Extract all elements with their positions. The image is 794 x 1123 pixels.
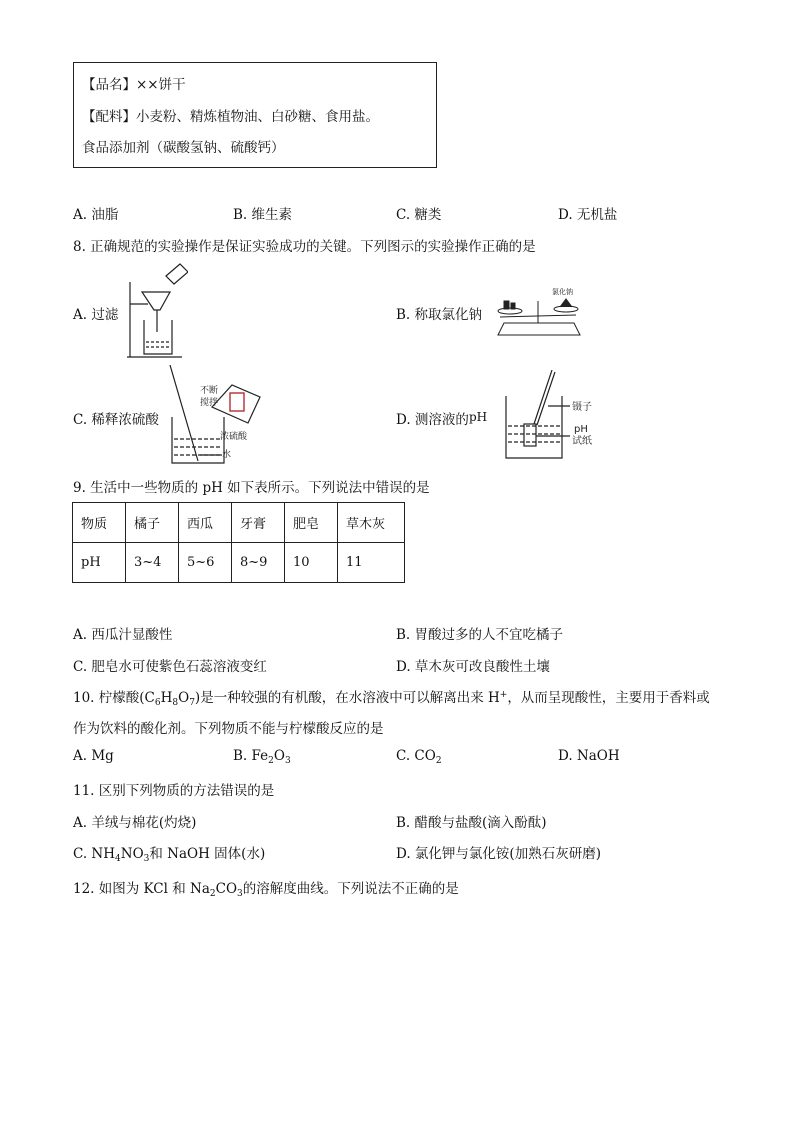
dilution-figure [160, 365, 270, 465]
food-label-box [73, 62, 437, 168]
table-cell: 牙膏 [232, 503, 285, 543]
dilution-label-stir2: 搅拌 [200, 398, 219, 408]
ph-label-paper: 试纸 [572, 436, 592, 447]
table-cell: 物质 [73, 503, 126, 543]
table-cell: pH [73, 543, 126, 583]
ph-label-tweezers: 镊子 [572, 402, 592, 413]
q10-option-c[interactable]: C. $CO_2$ [396, 748, 442, 766]
dilution-label-water: 水 [222, 450, 232, 460]
q9-option-b[interactable]: B. 胃酸过多的人不宜吃橘子 [396, 627, 564, 643]
q10-option-a[interactable]: A. Mg [73, 748, 114, 764]
table-cell: 3~4 [126, 543, 179, 583]
q11-option-d[interactable]: D. 氯化钾与氯化铵(加熟石灰研磨) [396, 846, 601, 862]
q11-option-b[interactable]: B. 醋酸与盐酸(滴入酚酞) [396, 815, 547, 831]
label-name-line: 【品名】××饼干 [82, 77, 186, 93]
q11-stem: 11. 区别下列物质的方法错误的是 [73, 783, 275, 799]
ph-table [72, 502, 405, 583]
q11-option-a[interactable]: A. 羊绒与棉花(灼烧) [73, 815, 197, 831]
q7-option-c[interactable]: C. 糖类 [396, 207, 442, 223]
balance-label: 氯化钠 [552, 288, 573, 296]
table-cell: 8~9 [232, 543, 285, 583]
q10-stem-line2: 作为饮料的酸化剂。下列物质不能与柠檬酸反应的是 [73, 721, 384, 737]
table-cell: 11 [338, 543, 405, 583]
q9-option-c[interactable]: C. 肥皂水可使紫色石蕊溶液变红 [73, 659, 267, 675]
q8-stem: 8. 正确规范的实验操作是保证实验成功的关键。下列图示的实验操作正确的是 [73, 239, 536, 255]
table-cell: 西瓜 [179, 503, 232, 543]
q7-option-b[interactable]: B. 维生素 [233, 207, 293, 223]
q11-option-c[interactable]: C. $NH_4NO_3$和 NaOH 固体(水) [73, 846, 266, 864]
table-row [73, 543, 405, 583]
q8-option-a[interactable]: A. 过滤 [73, 307, 119, 323]
dilution-label-acid: 浓硫酸 [220, 432, 248, 442]
q9-option-a[interactable]: A. 西瓜汁显酸性 [73, 627, 173, 643]
q9-option-d[interactable]: D. 草木灰可改良酸性土壤 [396, 659, 550, 675]
q8-option-d[interactable]: D. 测溶液的pH [396, 410, 488, 428]
dilution-label-stir1: 不断 [200, 386, 219, 396]
label-ingredients-line: 【配料】小麦粉、精炼植物油、白砂糖、食用盐。 [82, 109, 379, 125]
q10-stem-line1: 10. 柠檬酸$(C_6H_8O_7)$是一种较强的有机酸，在水溶液中可以解离出来 H+，从而呈现酸性，主要用于香料或 [73, 690, 710, 708]
q9-stem: 9. 生活中一些物质的 pH 如下表所示。下列说法中错误的是 [73, 480, 430, 496]
q8-option-b[interactable]: B. 称取氯化钠 [396, 307, 483, 323]
q10-option-b[interactable]: B. $Fe_2O_3$ [233, 748, 291, 766]
filtration-figure [122, 262, 188, 362]
table-cell: 草木灰 [338, 503, 405, 543]
label-additives-line: 食品添加剂（碳酸氢钠、硫酸钙） [82, 140, 285, 156]
q10-option-d[interactable]: D. NaOH [558, 748, 620, 764]
balance-figure [490, 285, 585, 340]
table-cell: 橘子 [126, 503, 179, 543]
q7-option-d[interactable]: D. 无机盐 [558, 207, 618, 223]
table-row [73, 503, 405, 543]
q7-option-a[interactable]: A. 油脂 [73, 207, 119, 223]
q12-stem: 12. 如图为 KCl 和 $Na_2CO_3$的溶解度曲线。下列说法不正确的是 [73, 881, 459, 899]
ph-label-ph: pH [574, 424, 588, 435]
q8-option-c[interactable]: C. 稀释浓硫酸 [73, 412, 159, 428]
table-cell: 5~6 [179, 543, 232, 583]
table-cell: 10 [285, 543, 338, 583]
ph-test-figure [500, 370, 600, 460]
table-cell: 肥皂 [285, 503, 338, 543]
